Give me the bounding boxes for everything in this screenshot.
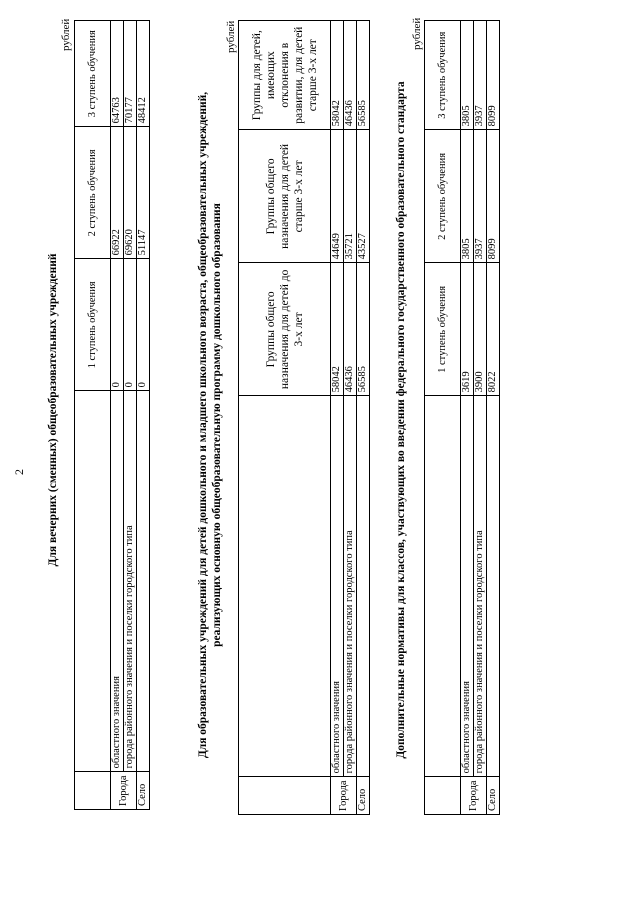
row-label: [357, 396, 370, 777]
cell-value: 70177: [124, 21, 137, 127]
section3-header-2: 2 ступень обучения: [425, 130, 461, 263]
cell-value: 46436: [344, 263, 357, 396]
page-number: 2: [12, 469, 26, 475]
section1-table: [74, 20, 150, 810]
section1-unit: рублей: [60, 18, 72, 51]
cell-value: 44649: [331, 130, 344, 263]
section2-table: [238, 20, 370, 815]
row-label: областного значения: [461, 396, 474, 777]
cell-value: 3937: [474, 130, 487, 263]
cell-value: 0: [137, 259, 150, 391]
section2-header-2: Группы общего назначения для детей старше 3-х лет: [239, 130, 331, 263]
row-label: города районного значения и поселки городского типа: [124, 391, 137, 772]
row-label: областного значения: [331, 396, 344, 777]
section1-header-2: 2 ступень обучения: [75, 127, 111, 259]
section1-header-3: 3 ступень обучения: [75, 21, 111, 127]
cell-value: 8099: [487, 130, 500, 263]
row-label: [137, 391, 150, 772]
section3-header-1: 1 ступень обучения: [425, 263, 461, 396]
row-label: города районного значения и поселки городского типа: [344, 396, 357, 777]
table-row: [474, 21, 487, 815]
cell-value: 69620: [124, 127, 137, 259]
cell-value: 56585: [357, 21, 370, 130]
row-label: города районного значения и поселки городского типа: [474, 396, 487, 777]
cell-value: 0: [111, 259, 124, 391]
table-row: [137, 21, 150, 810]
table-row: [111, 21, 124, 810]
cell-value: 8099: [487, 21, 500, 130]
row-label: областного значения: [111, 391, 124, 772]
table-row: [124, 21, 137, 810]
table-row: [331, 21, 344, 815]
cell-value: 64763: [111, 21, 124, 127]
cell-value: 35721: [344, 130, 357, 263]
cell-value: 58042: [331, 263, 344, 396]
cell-value: 3619: [461, 263, 474, 396]
cell-value: 51147: [137, 127, 150, 259]
section2-title-line1: Для образовательных учреждений для детей дошкольного и младшего школьного возраста, общеобразовательных учреждений,: [197, 91, 209, 759]
section3-table: [424, 20, 500, 815]
row-group: Село: [137, 772, 150, 810]
section3-header-3: 3 ступень обучения: [425, 21, 461, 130]
section3-unit: рублей: [411, 17, 423, 50]
section2-header-1: Группы общего назначения для детей до 3-х лет: [239, 263, 331, 396]
cell-value: 48412: [137, 21, 150, 127]
cell-value: 58042: [331, 21, 344, 130]
cell-value: 3937: [474, 21, 487, 130]
cell-value: 3805: [461, 130, 474, 263]
cell-value: 0: [124, 259, 137, 391]
row-group: Города: [111, 772, 137, 810]
section2-title-line2: реализующих основную общеобразовательную программу дошкольного образования: [211, 203, 223, 647]
section1-header-1: 1 ступень обучения: [75, 259, 111, 391]
section2-header-3: Группы для детей, имеющих отклонения в развитии, для детей старше 3-х лет: [239, 21, 331, 130]
row-group: Село: [487, 777, 500, 815]
section3-title: Дополнительные нормативы для классов, участвующих во введении федерального государственного образовательного стандарта: [395, 81, 407, 759]
table-row: [344, 21, 357, 815]
row-label: [487, 396, 500, 777]
cell-value: 56585: [357, 263, 370, 396]
table-row: [487, 21, 500, 815]
table-row: [461, 21, 474, 815]
section1-title: Для вечерних (сменных) общеобразовательных учреждений: [47, 253, 59, 567]
cell-value: 3900: [474, 263, 487, 396]
cell-value: 43527: [357, 130, 370, 263]
row-group: Село: [357, 777, 370, 815]
row-group: Города: [461, 777, 487, 815]
cell-value: 66922: [111, 127, 124, 259]
cell-value: 46436: [344, 21, 357, 130]
table-row: [357, 21, 370, 815]
section2-unit: рублей: [225, 20, 237, 53]
cell-value: 3805: [461, 21, 474, 130]
row-group: Города: [331, 777, 357, 815]
cell-value: 8022: [487, 263, 500, 396]
